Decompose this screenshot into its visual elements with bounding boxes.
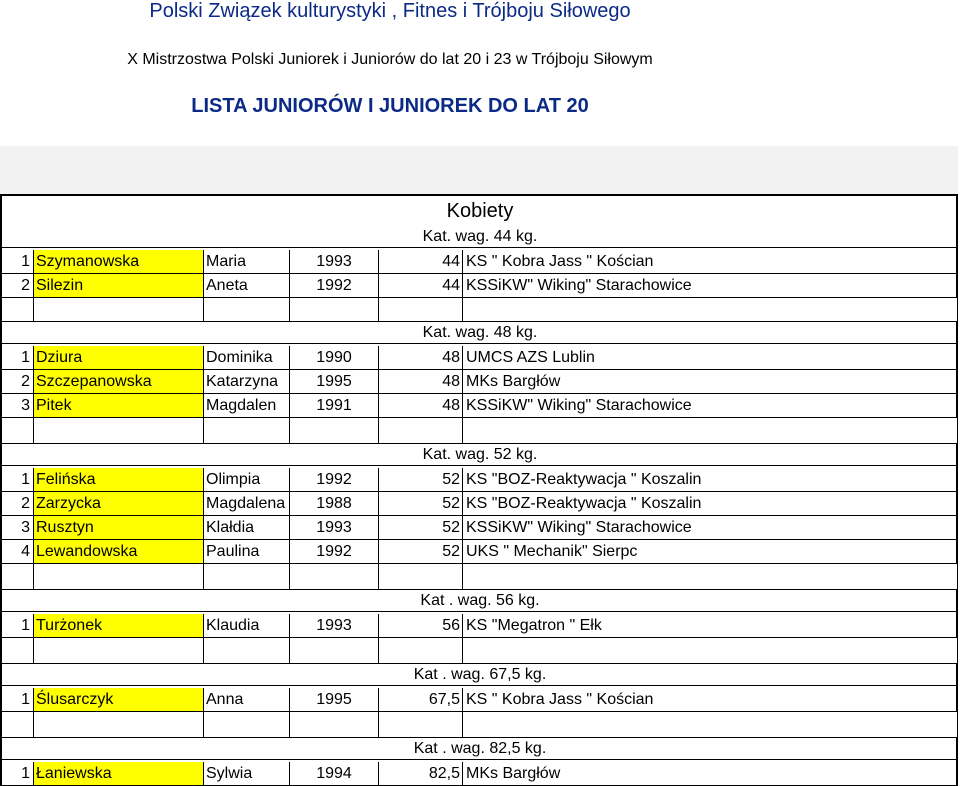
cell-no: 4 (2, 540, 34, 564)
cell-year: 1995 (290, 370, 379, 394)
blank-cell (463, 638, 958, 664)
blank-cell (34, 418, 204, 444)
cell-year: 1993 (290, 516, 379, 540)
cell-cat: 48 (379, 394, 463, 418)
cell-last: Silezin (34, 274, 204, 298)
cell-cat: 56 (379, 614, 463, 638)
cell-cat: 52 (379, 468, 463, 492)
blank-cell (463, 564, 958, 590)
blank-row (0, 298, 960, 322)
cell-last: Rusztyn (34, 516, 204, 540)
blank-cell (204, 418, 290, 444)
blank-row (0, 638, 960, 664)
table-row (0, 540, 960, 564)
blank-cell (290, 564, 379, 590)
cell-club: MKs Bargłów (463, 762, 958, 786)
cell-no: 3 (2, 394, 34, 418)
cell-first: Dominika (204, 346, 290, 370)
cell-first: Olimpia (204, 468, 290, 492)
cell-first: Klaudia (204, 614, 290, 638)
table-row (0, 346, 960, 370)
category-title: Kat . wag. 82,5 kg. (2, 738, 958, 760)
list-title: LISTA JUNIORÓW I JUNIOREK DO LAT 20 (191, 95, 589, 117)
cell-cat: 82,5 (379, 762, 463, 786)
blank-cell (34, 298, 204, 322)
cell-no: 1 (2, 614, 34, 638)
section-title: Kobiety (446, 200, 514, 222)
cell-cat: 48 (379, 370, 463, 394)
blank-cell (34, 638, 204, 664)
blank-cell (34, 564, 204, 590)
cell-last: Felińska (34, 468, 204, 492)
blank-cell (290, 712, 379, 738)
category-title: Kat. wag. 48 kg. (2, 322, 958, 344)
cell-last: Szczepanowska (34, 370, 204, 394)
cell-first: Magdalena (204, 492, 290, 516)
cell-last: Szymanowska (34, 250, 204, 274)
blank-cell (2, 418, 34, 444)
cell-first: Paulina (204, 540, 290, 564)
blank-cell (379, 564, 463, 590)
cell-first: Sylwia (204, 762, 290, 786)
cell-no: 2 (2, 274, 34, 298)
cell-last: Lewandowska (34, 540, 204, 564)
cell-year: 1992 (290, 468, 379, 492)
cell-no: 1 (2, 250, 34, 274)
blank-cell (204, 564, 290, 590)
cell-last: Pitek (34, 394, 204, 418)
cell-year: 1995 (290, 688, 379, 712)
cell-club: MKs Bargłów (463, 370, 958, 394)
table-row (0, 468, 960, 492)
cell-first: Anna (204, 688, 290, 712)
table-row (0, 370, 960, 394)
blank-cell (2, 712, 34, 738)
cell-first: Magdalen (204, 394, 290, 418)
cell-club: KS "Megatron " Ełk (463, 614, 958, 638)
cell-no: 1 (2, 346, 34, 370)
category-title: Kat. wag. 52 kg. (2, 444, 958, 466)
cell-first: Aneta (204, 274, 290, 298)
cell-club: UKS " Mechanik" Sierpc (463, 540, 958, 564)
cell-cat: 48 (379, 346, 463, 370)
blank-cell (2, 298, 34, 322)
category-title: Kat . wag. 56 kg. (2, 590, 958, 612)
blank-cell (204, 712, 290, 738)
cell-no: 3 (2, 516, 34, 540)
table-row (0, 614, 960, 638)
cell-last: Dziura (34, 346, 204, 370)
cell-first: Katarzyna (204, 370, 290, 394)
federation-title: Polski Związek kulturystyki , Fitnes i Trójboju Siłowego (149, 0, 631, 22)
cell-no: 2 (2, 370, 34, 394)
cell-club: UMCS AZS Lublin (463, 346, 958, 370)
cell-club: KSSiKW" Wiking" Starachowice (463, 394, 958, 418)
table-row (0, 394, 960, 418)
blank-cell (290, 418, 379, 444)
blank-row (0, 418, 960, 444)
cell-year: 1993 (290, 614, 379, 638)
blank-cell (379, 298, 463, 322)
cell-club: KSSiKW" Wiking" Starachowice (463, 274, 958, 298)
blank-cell (2, 638, 34, 664)
cell-cat: 67,5 (379, 688, 463, 712)
table-row (0, 250, 960, 274)
event-title: X Mistrzostwa Polski Juniorek i Juniorów do lat 20 i 23 w Trójboju Siłowym (127, 51, 653, 68)
category-title: Kat. wag. 44 kg. (2, 226, 958, 248)
cell-no: 1 (2, 688, 34, 712)
cell-last: Ślusarczyk (34, 688, 204, 712)
cell-cat: 52 (379, 492, 463, 516)
cell-year: 1994 (290, 762, 379, 786)
cell-year: 1992 (290, 540, 379, 564)
cell-club: KS "BOZ-Reaktywacja " Koszalin (463, 492, 958, 516)
blank-cell (379, 638, 463, 664)
table-row (0, 762, 960, 786)
cell-first: Maria (204, 250, 290, 274)
blank-cell (379, 712, 463, 738)
cell-year: 1991 (290, 394, 379, 418)
cell-club: KS "BOZ-Reaktywacja " Koszalin (463, 468, 958, 492)
blank-cell (34, 712, 204, 738)
cell-no: 2 (2, 492, 34, 516)
cell-club: KS " Kobra Jass " Kościan (463, 688, 958, 712)
blank-cell (290, 298, 379, 322)
blank-cell (463, 712, 958, 738)
cell-no: 1 (2, 468, 34, 492)
blank-cell (204, 298, 290, 322)
cell-year: 1988 (290, 492, 379, 516)
table-row (0, 492, 960, 516)
cell-club: KS " Kobra Jass " Kościan (463, 250, 958, 274)
table-row (0, 274, 960, 298)
cell-last: Zarzycka (34, 492, 204, 516)
cell-last: Łaniewska (34, 762, 204, 786)
table-row (0, 516, 960, 540)
cell-year: 1992 (290, 274, 379, 298)
category-title: Kat . wag. 67,5 kg. (2, 664, 958, 686)
cell-first: Klałdia (204, 516, 290, 540)
header-band (0, 146, 958, 194)
blank-cell (463, 418, 958, 444)
cell-cat: 44 (379, 274, 463, 298)
table-row (0, 688, 960, 712)
blank-cell (290, 638, 379, 664)
blank-cell (2, 564, 34, 590)
cell-cat: 44 (379, 250, 463, 274)
cell-cat: 52 (379, 540, 463, 564)
blank-row (0, 564, 960, 590)
cell-year: 1993 (290, 250, 379, 274)
blank-cell (379, 418, 463, 444)
cell-last: Turżonek (34, 614, 204, 638)
cell-no: 1 (2, 762, 34, 786)
blank-row (0, 712, 960, 738)
cell-year: 1990 (290, 346, 379, 370)
blank-cell (463, 298, 958, 322)
cell-cat: 52 (379, 516, 463, 540)
blank-cell (204, 638, 290, 664)
cell-club: KSSiKW" Wiking" Starachowice (463, 516, 958, 540)
